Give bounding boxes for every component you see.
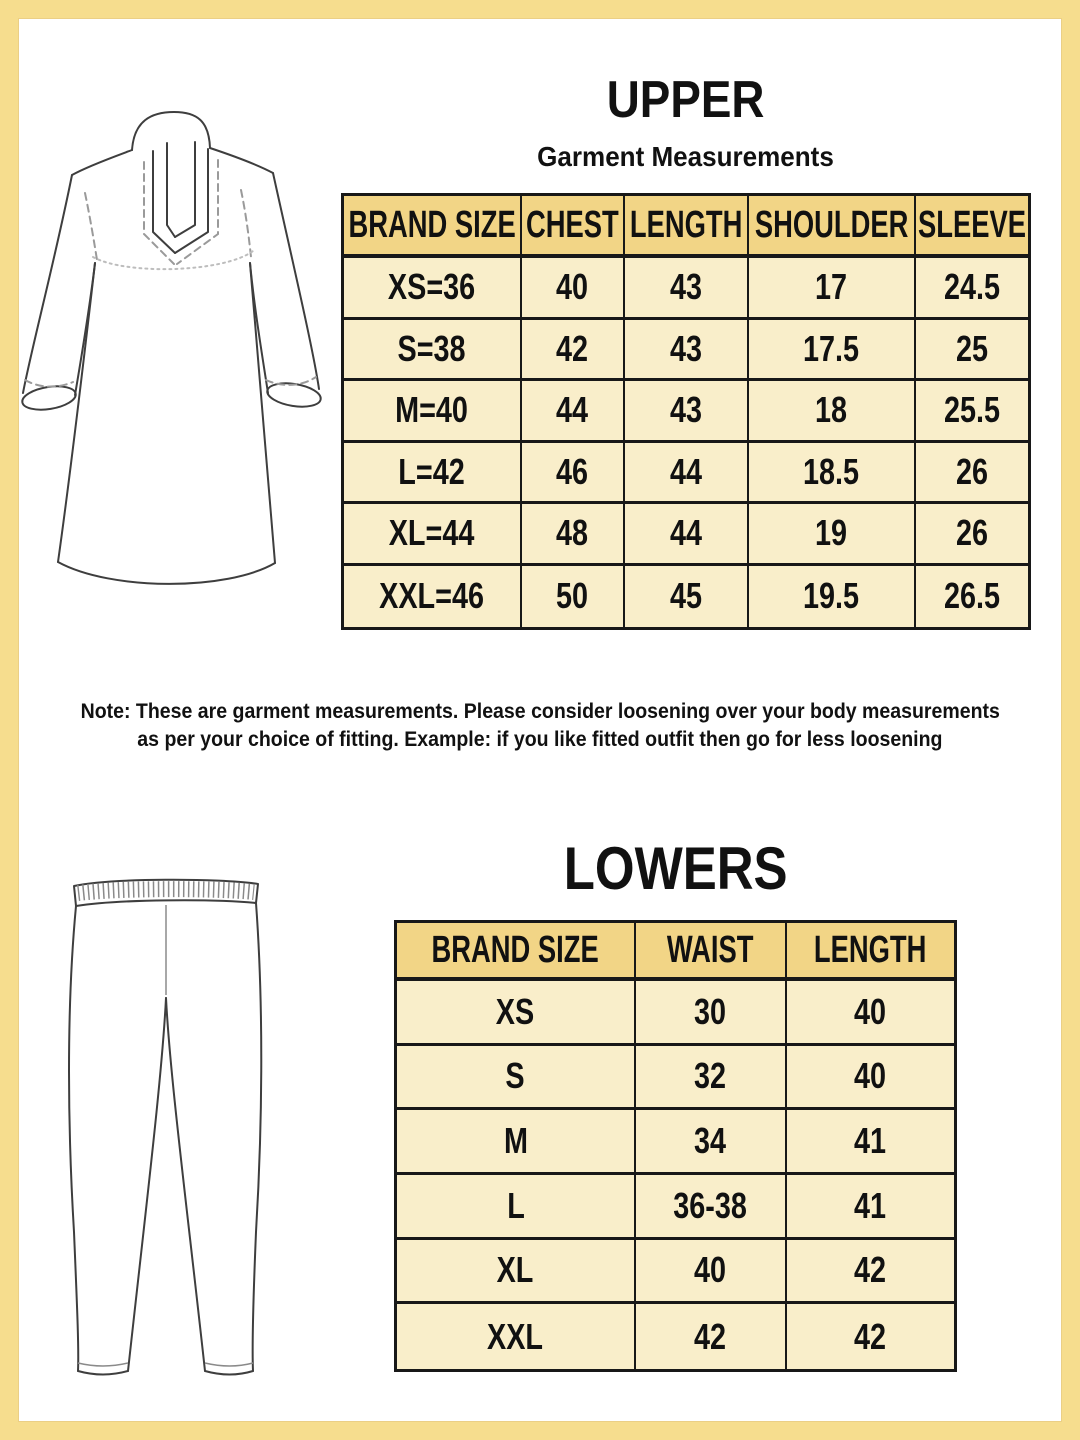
- upper-cell-shoulder-xl: 19: [749, 504, 916, 566]
- lowers-cell-size-l: L: [397, 1175, 636, 1240]
- upper-cell-sleeve-s: 25: [916, 320, 1028, 382]
- upper-cell-size-m: M=40: [344, 381, 522, 443]
- measurement-note: [0, 698, 1080, 754]
- upper-cell-chest-s: 42: [522, 320, 625, 382]
- upper-cell-sleeve-xs: 24.5: [916, 258, 1028, 320]
- upper-cell-chest-xs: 40: [522, 258, 625, 320]
- upper-cell-chest-xxl: 50: [522, 566, 625, 628]
- lowers-cell-size-xl: XL: [397, 1240, 636, 1305]
- lowers-cell-waist-xl: 40: [636, 1240, 787, 1305]
- lowers-cell-length-m: 41: [787, 1110, 954, 1175]
- lowers-measurements-table: [394, 920, 957, 1372]
- upper-cell-size-xxl: XXL=46: [344, 566, 522, 628]
- upper-cell-sleeve-m: 25.5: [916, 381, 1028, 443]
- upper-measurements-table: [341, 193, 1031, 630]
- note-line-2: as per your choice of fitting. Example: if you like fitted outfit then go for less loosening: [137, 728, 943, 751]
- lowers-cell-waist-xs: 30: [636, 981, 787, 1046]
- upper-cell-length-l: 44: [625, 443, 749, 505]
- upper-header-length: LENGTH: [625, 196, 749, 258]
- upper-header-shoulder: SHOULDER: [749, 196, 916, 258]
- lowers-cell-waist-m: 34: [636, 1110, 787, 1175]
- upper-cell-chest-m: 44: [522, 381, 625, 443]
- upper-header-sleeve: SLEEVE: [916, 196, 1028, 258]
- upper-cell-shoulder-s: 17.5: [749, 320, 916, 382]
- lowers-cell-length-s: 40: [787, 1046, 954, 1111]
- upper-header-brand-size: BRAND SIZE: [344, 196, 522, 258]
- upper-cell-length-m: 43: [625, 381, 749, 443]
- upper-cell-chest-l: 46: [522, 443, 625, 505]
- upper-cell-sleeve-l: 26: [916, 443, 1028, 505]
- lowers-header-brand-size: BRAND SIZE: [397, 923, 636, 981]
- upper-cell-sleeve-xl: 26: [916, 504, 1028, 566]
- upper-cell-size-s: S=38: [344, 320, 522, 382]
- upper-section-subtitle: [341, 140, 1031, 174]
- upper-cell-size-xs: XS=36: [344, 258, 522, 320]
- note-line-1: Note: These are garment measurements. Please consider loosening over your body measurements: [80, 700, 1000, 723]
- pants-right-hem: [205, 1371, 253, 1375]
- upper-cell-length-xs: 43: [625, 258, 749, 320]
- upper-cell-length-s: 43: [625, 320, 749, 382]
- upper-cell-length-xxl: 45: [625, 566, 749, 628]
- kurta-collar: [132, 112, 210, 150]
- lowers-cell-size-xs: XS: [397, 981, 636, 1046]
- lowers-header-waist: WAIST: [636, 923, 787, 981]
- lowers-header-length: LENGTH: [787, 923, 954, 981]
- kurta-line-drawing: [13, 105, 333, 605]
- upper-cell-chest-xl: 48: [522, 504, 625, 566]
- lowers-cell-waist-s: 32: [636, 1046, 787, 1111]
- lowers-cell-waist-l: 36-38: [636, 1175, 787, 1240]
- lowers-cell-size-s: S: [397, 1046, 636, 1111]
- upper-cell-sleeve-xxl: 26.5: [916, 566, 1028, 628]
- upper-header-chest: CHEST: [522, 196, 625, 258]
- upper-cell-shoulder-l: 18.5: [749, 443, 916, 505]
- lowers-section-title: [394, 836, 957, 902]
- pants-line-drawing: [50, 872, 290, 1382]
- lowers-cell-length-xs: 40: [787, 981, 954, 1046]
- upper-cell-shoulder-m: 18: [749, 381, 916, 443]
- upper-title-text: UPPER: [607, 71, 765, 129]
- lowers-cell-length-xxl: 42: [787, 1304, 954, 1369]
- upper-cell-size-xl: XL=44: [344, 504, 522, 566]
- lowers-cell-size-xxl: XXL: [397, 1304, 636, 1369]
- pants-waistband: [74, 880, 258, 906]
- upper-subtitle-text: Garment Measurements: [537, 141, 835, 172]
- upper-cell-length-xl: 44: [625, 504, 749, 566]
- lowers-cell-length-xl: 42: [787, 1240, 954, 1305]
- upper-cell-size-l: L=42: [344, 443, 522, 505]
- pants-left-hem: [78, 1371, 128, 1375]
- lowers-cell-size-m: M: [397, 1110, 636, 1175]
- kurta-hem: [58, 562, 275, 584]
- upper-section-title: [341, 72, 1031, 128]
- upper-cell-shoulder-xxl: 19.5: [749, 566, 916, 628]
- lowers-cell-length-l: 41: [787, 1175, 954, 1240]
- lowers-title-text: LOWERS: [563, 835, 788, 902]
- upper-cell-shoulder-xs: 17: [749, 258, 916, 320]
- lowers-cell-waist-xxl: 42: [636, 1304, 787, 1369]
